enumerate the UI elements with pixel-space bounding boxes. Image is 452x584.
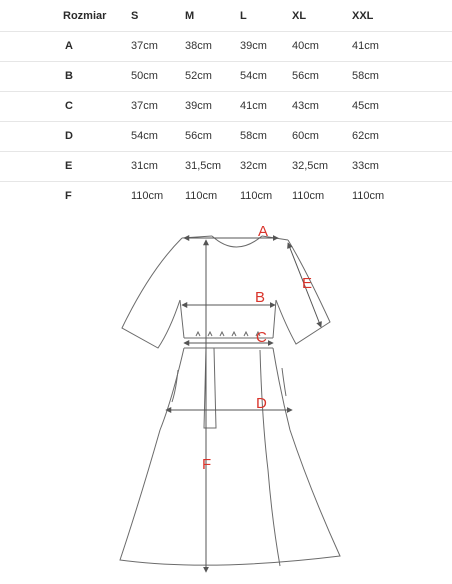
table-cell: 39cm bbox=[185, 100, 212, 112]
table-cell: 41cm bbox=[352, 40, 379, 52]
table-cell: 45cm bbox=[352, 100, 379, 112]
header-cell-l: L bbox=[240, 10, 247, 22]
header-cell-size: Rozmiar bbox=[63, 10, 107, 22]
header-cell-xl: XL bbox=[292, 10, 307, 22]
row-label: C bbox=[65, 100, 73, 112]
table-cell: 33cm bbox=[352, 160, 379, 172]
table-cell: 60cm bbox=[292, 130, 319, 142]
table-row-d bbox=[0, 121, 452, 152]
table-row-a bbox=[0, 31, 452, 62]
table-cell: 110cm bbox=[131, 190, 164, 202]
table-row-f bbox=[0, 181, 452, 211]
measurement-label-a: A bbox=[258, 223, 269, 240]
measurement-label-c: C bbox=[256, 329, 267, 346]
measurement-label-f: F bbox=[202, 456, 212, 473]
table-cell: 58cm bbox=[352, 70, 379, 82]
measurement-label-b: B bbox=[255, 289, 266, 306]
table-cell: 54cm bbox=[240, 70, 267, 82]
table-cell: 110cm bbox=[240, 190, 273, 202]
row-label: F bbox=[65, 190, 72, 202]
row-label: A bbox=[65, 40, 73, 52]
table-cell: 41cm bbox=[240, 100, 267, 112]
table-cell: 110cm bbox=[352, 190, 385, 202]
table-cell: 56cm bbox=[185, 130, 212, 142]
table-cell: 40cm bbox=[292, 40, 319, 52]
measurement-lines bbox=[166, 238, 321, 572]
table-cell: 110cm bbox=[185, 190, 218, 202]
table-cell: 32cm bbox=[240, 160, 267, 172]
row-label: D bbox=[65, 130, 73, 142]
table-cell: 62cm bbox=[352, 130, 379, 142]
header-cell-xxl: XXL bbox=[352, 10, 374, 22]
table-cell: 50cm bbox=[131, 70, 158, 82]
table-cell: 38cm bbox=[185, 40, 212, 52]
table-cell: 58cm bbox=[240, 130, 267, 142]
table-row-c bbox=[0, 91, 452, 122]
table-cell: 37cm bbox=[131, 40, 158, 52]
row-label: B bbox=[65, 70, 73, 82]
measurement-label-d: D bbox=[256, 395, 267, 412]
table-cell: 39cm bbox=[240, 40, 267, 52]
table-cell: 110cm bbox=[292, 190, 325, 202]
header-cell-s: S bbox=[131, 10, 139, 22]
table-cell: 56cm bbox=[292, 70, 319, 82]
table-cell: 54cm bbox=[131, 130, 158, 142]
measurement-label-e: E bbox=[302, 275, 313, 292]
table-cell: 32,5cm bbox=[292, 160, 329, 172]
table-row-e bbox=[0, 151, 452, 182]
table-cell: 31cm bbox=[131, 160, 158, 172]
table-header-row bbox=[0, 1, 452, 32]
row-label: E bbox=[65, 160, 73, 172]
dress-measurement-diagram bbox=[0, 210, 452, 584]
table-row-b bbox=[0, 61, 452, 92]
table-cell: 52cm bbox=[185, 70, 212, 82]
table-cell: 31,5cm bbox=[185, 160, 222, 172]
table-cell: 37cm bbox=[131, 100, 158, 112]
header-cell-m: M bbox=[185, 10, 195, 22]
table-cell: 43cm bbox=[292, 100, 319, 112]
